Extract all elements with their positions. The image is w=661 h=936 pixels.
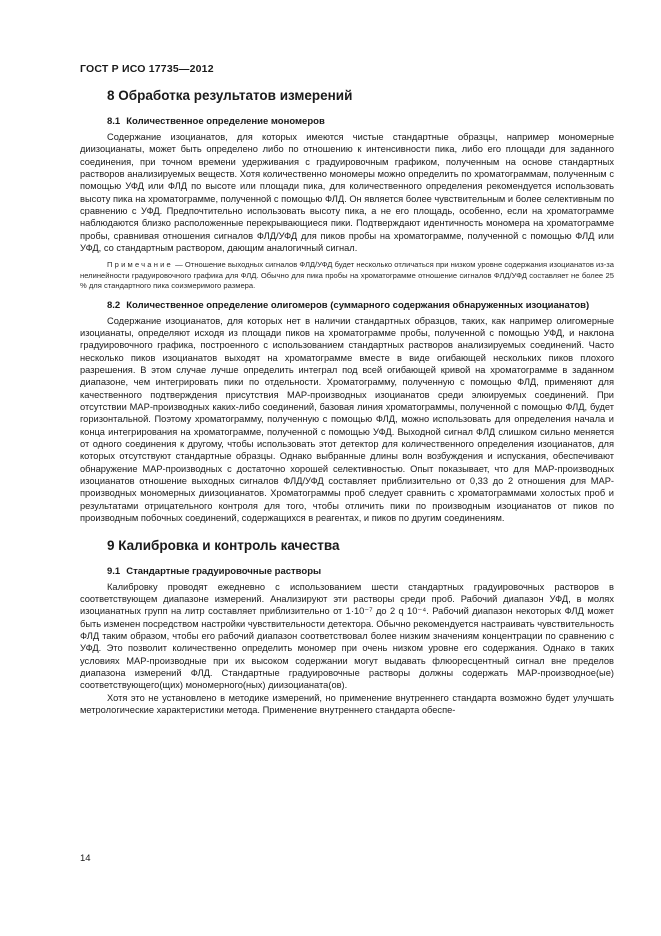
subsection-heading: Стандартные градуировочные растворы	[126, 565, 322, 577]
page-content	[80, 87, 614, 716]
paragraph-8-1: Содержание изоцианатов, для которых имеются чистые стандартные образцы, например мономерные диизоцианаты, может быть определено либо по отношению к интенсивности пика, либо его площади для заданного соединения, при точном времени удерживания с градуировочным графиком, полученным на основе стандартных растворов анализируемых веществ. Хотя количественно мономеры можно определить по хроматограммам, полученным с помощью УФД или ФЛД по высоте или площади пика, для количественного определения рекомендуется использовать высоту пика на хроматограмме, полученной с помощью ФЛД. Он является более чувствительным и более селективным по сравнению с УФД. Предпочтительно использовать высоту пика, а не его площадь, особенно, если на хроматограмме наблюдаются близко расположенные перекрывающиеся пики. Подтверждают идентичность мономера на хроматограмме пробы, сравнивая отношения сигналов ФЛД/УФД для пиков пробы на хроматограмме, полученной с помощью ФЛД или УФД, со стандартным раствором, дающим аналогичный сигнал.	[80, 132, 614, 254]
page-number: 14	[80, 853, 91, 864]
paragraph-8-2: Содержание изоцианатов, для которых нет в наличии стандартных образцов, таких, как например олигомерные изоцианаты, определяют исходя из площади пиков на хроматограмме пробы, полученной с помощью УФД, и наклона градуировочного графика, построенного с использованием стандартных растворов анализируемых соединений. Часто несколько пиков изоцианатов выходят на хроматограмме вместе в виде огибающей нескольких пиков плохого разрешения. В этом случае лучше определить интеграл под всей огибающей кривой на хроматограмме в заданном диапазоне, чем интегрировать пики по отдельности. Хроматограмму, полученную с помощью ФЛД, применяют для качественного подтверждения присутствия МАР-производных изоцианатов среди элюируемых соединений. При отсутствии МАР-производных каких-либо соединений, базовая линия хроматограммы, полученной с помощью ФЛД, будет горизонтальной. Поэтому хроматограмму, полученную с помощью ФЛД, можно использовать для определения начала и конца интегрирования на хроматограмме, полученной с помощью УФД. Выходной сигнал ФЛД слишком сильно меняется от одного соединения к другому, чтобы использовать этот детектор для количественного определения изоцианатов, для которых отсутствуют стандартные образцы. Однако выбранные длины волн возбуждения и испускания, обеспечивают обнаружение МАР-производных с достаточно хорошей селективностью. Опыт показывает, что для МАР-производных изоцианатов отношение выходных сигналов ФЛД/УФД составляет приблизительно от 0,33 до 2 отношения для МАР-производных мономерных диизоцианатов. Хроматограммы проб следует сравнить с хроматограммами холостых проб и результатами отрицательного контроля для того, чтобы отличить пики по производным изоцианатов от пиков по производным побочных соединений, содержащихся в реагентах, и пиков по другим соединениям.	[80, 315, 614, 524]
section-8-title: 8 Обработка результатов измерений	[107, 88, 353, 103]
paragraph-9-1-a: Калибровку проводят ежедневно с использованием шести стандартных градуировочных растворов в соответствующем диапазоне измерений. Анализируют эти растворы среди проб. Рабочий диапазон УФД, в молях изоцианатных групп на литр составляет приблизительно от 1·10⁻⁷ до 2 q 10⁻⁴. Рабочий диапазон некоторых ФЛД может быть изменен посредством настройки чувствительности детектора. Обычно рекомендуется настраивать чувствительность ФЛД таким образом, чтобы его рабочий диапазон соответствовал более низким значениям концентрации по сравнению с УФД. Это позволит количественно определить мономер при очень низком уровне его содержания. Однако в таких условиях МАР-производные при их высоком содержании могут выдавать флюоресцентный сигнал вне пределов диапазона измерений ФЛД. Стандартные градуировочные растворы должны содержать МАР-производное(ые) соответствующего(щих) мономерного(ных) диизоцианата(ов).	[80, 581, 614, 691]
section-9-title: 9 Калибровка и контроль качества	[107, 537, 340, 553]
subsection-number: 8.1	[107, 116, 121, 127]
subsection-number: 9.1	[107, 565, 121, 577]
subsection-8-1-title	[107, 115, 614, 128]
note-text: — Отношение выходных сигналов ФЛД/УФД будет несколько отличаться при низком уровне содержания изоцианатов из-за нелинейности градуировочного графика для ФЛД. Обычно для пика пробы на хроматограмме отношение сигналов ФЛД/УФД составляет не более 25 % для стандартного пика соизмеримого размера.	[80, 260, 614, 291]
paragraph-9-1-b: Хотя это не установлено в методике измерений, но применение внутреннего стандарта возможно будет улучшать метрологические характеристики метода. Применение внутреннего стандарта обеспе-	[80, 692, 614, 715]
subsection-heading: Количественное определение мономеров	[126, 116, 325, 127]
subsection-number: 8.2	[107, 299, 121, 311]
note-8-1	[80, 260, 614, 291]
note-label: Примечание	[107, 260, 173, 270]
standard-code-header: ГОСТ Р ИСО 17735—2012	[80, 63, 214, 75]
subsection-8-2-title	[107, 299, 614, 312]
subsection-heading: Количественное определение олигомеров (суммарного содержания обнаруженных изоцианатов)	[126, 299, 590, 311]
subsection-9-1-title	[107, 565, 614, 578]
